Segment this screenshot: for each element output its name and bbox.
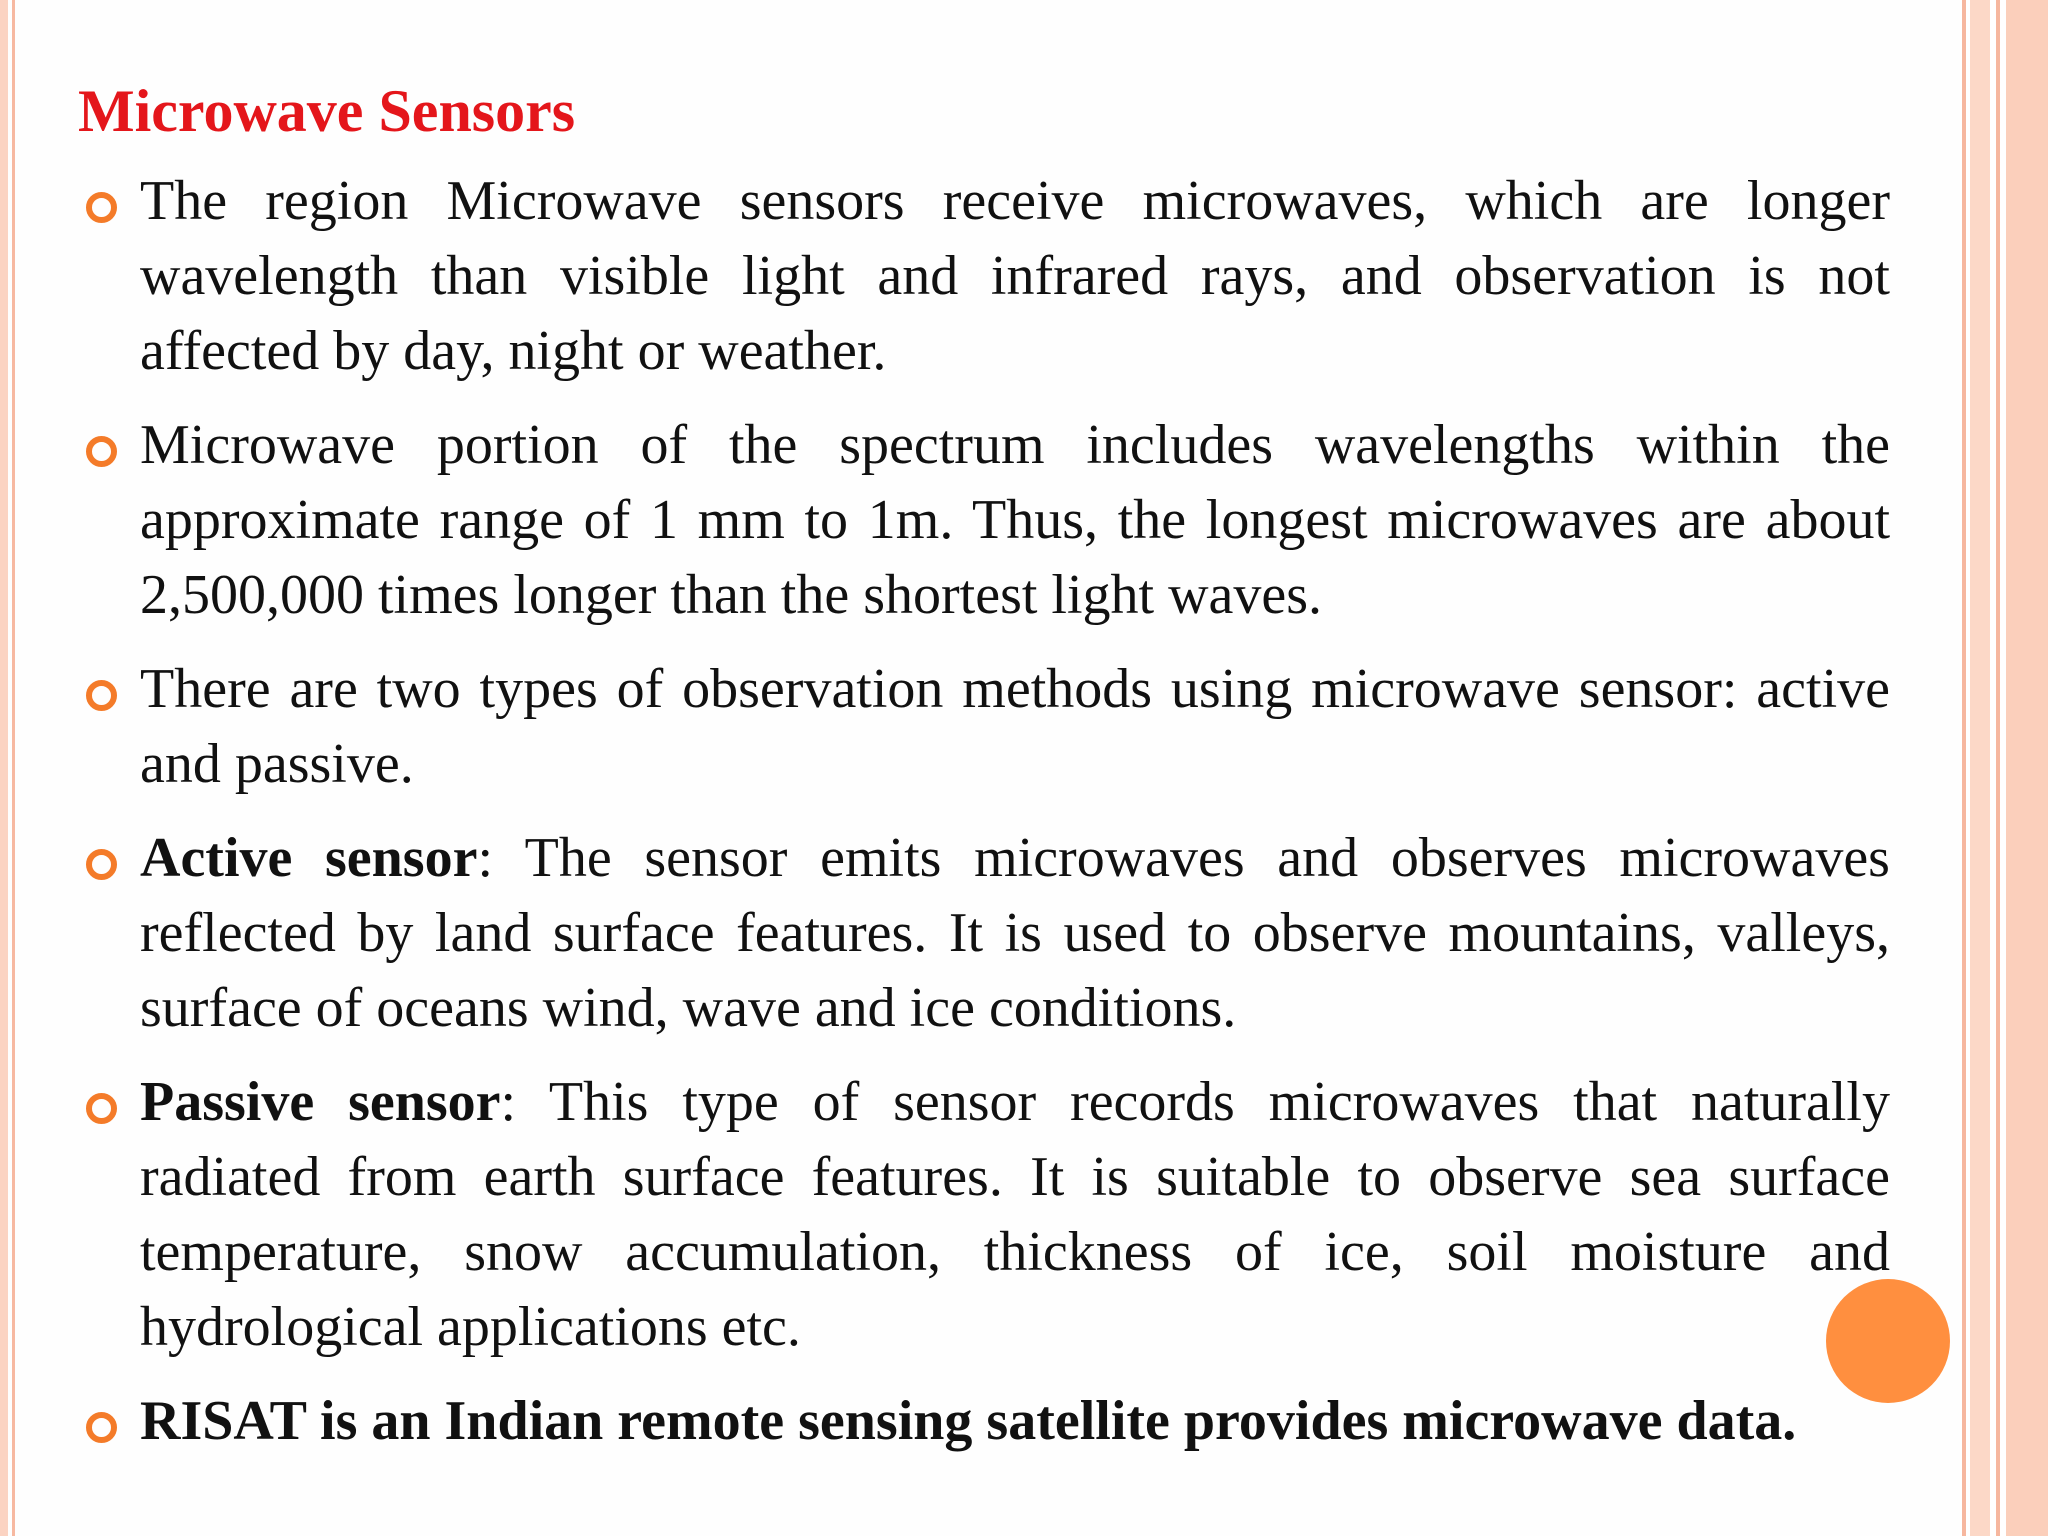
right-border-line xyxy=(1962,0,1966,1536)
left-border-line xyxy=(12,0,15,1536)
right-border-strip xyxy=(2006,0,2048,1536)
bullet-text: Microwave portion of the spectrum includes wavelengths within the approximate range of 1 mm to 1m. Thus, the longest microwaves are about 2,500,000 times longer than the shortest light waves. xyxy=(140,414,1890,626)
bullet-item xyxy=(78,1384,1890,1459)
bullet-term: Passive sensor xyxy=(140,1071,501,1133)
bullet-text: : The sensor emits microwaves and observes microwaves reflected by land surface features. It is used to observe mountains, valleys, surface of oceans wind, wave and ice conditions. xyxy=(140,827,1890,1039)
bullet-term: Active sensor xyxy=(140,827,478,889)
left-border-stripe xyxy=(0,0,8,1536)
slide-title: Microwave Sensors xyxy=(78,78,576,144)
hollow-circle-bullet-icon xyxy=(86,436,117,467)
bullet-item xyxy=(78,652,1890,802)
hollow-circle-bullet-icon xyxy=(86,680,117,711)
hollow-circle-bullet-icon xyxy=(86,192,117,223)
bullet-text: The region Microwave sensors receive microwaves, which are longer wavelength than visible light and infrared rays, and observation is not affected by day, night or weather. xyxy=(140,170,1890,382)
bullet-text: : This type of sensor records microwaves that naturally radiated from earth surface features. It is suitable to observe sea surface temperature, snow accumulation, thickness of ice, soil moisture and hydrological applications etc. xyxy=(140,1071,1890,1358)
hollow-circle-bullet-icon xyxy=(86,849,117,880)
bullet-item xyxy=(78,1065,1890,1365)
bullet-text: RISAT is an Indian remote sensing satellite provides microwave data. xyxy=(140,1390,1797,1452)
right-border-line xyxy=(1996,0,2000,1536)
bullet-item xyxy=(78,408,1890,633)
hollow-circle-bullet-icon xyxy=(86,1412,117,1443)
right-border-strip xyxy=(1970,0,1990,1536)
bullet-text: There are two types of observation methods using microwave sensor: active and passive. xyxy=(140,658,1890,795)
bullet-list xyxy=(78,164,1890,1478)
orange-circle-decoration xyxy=(1826,1279,1950,1403)
bullet-item xyxy=(78,821,1890,1046)
bullet-item xyxy=(78,164,1890,389)
hollow-circle-bullet-icon xyxy=(86,1093,117,1124)
